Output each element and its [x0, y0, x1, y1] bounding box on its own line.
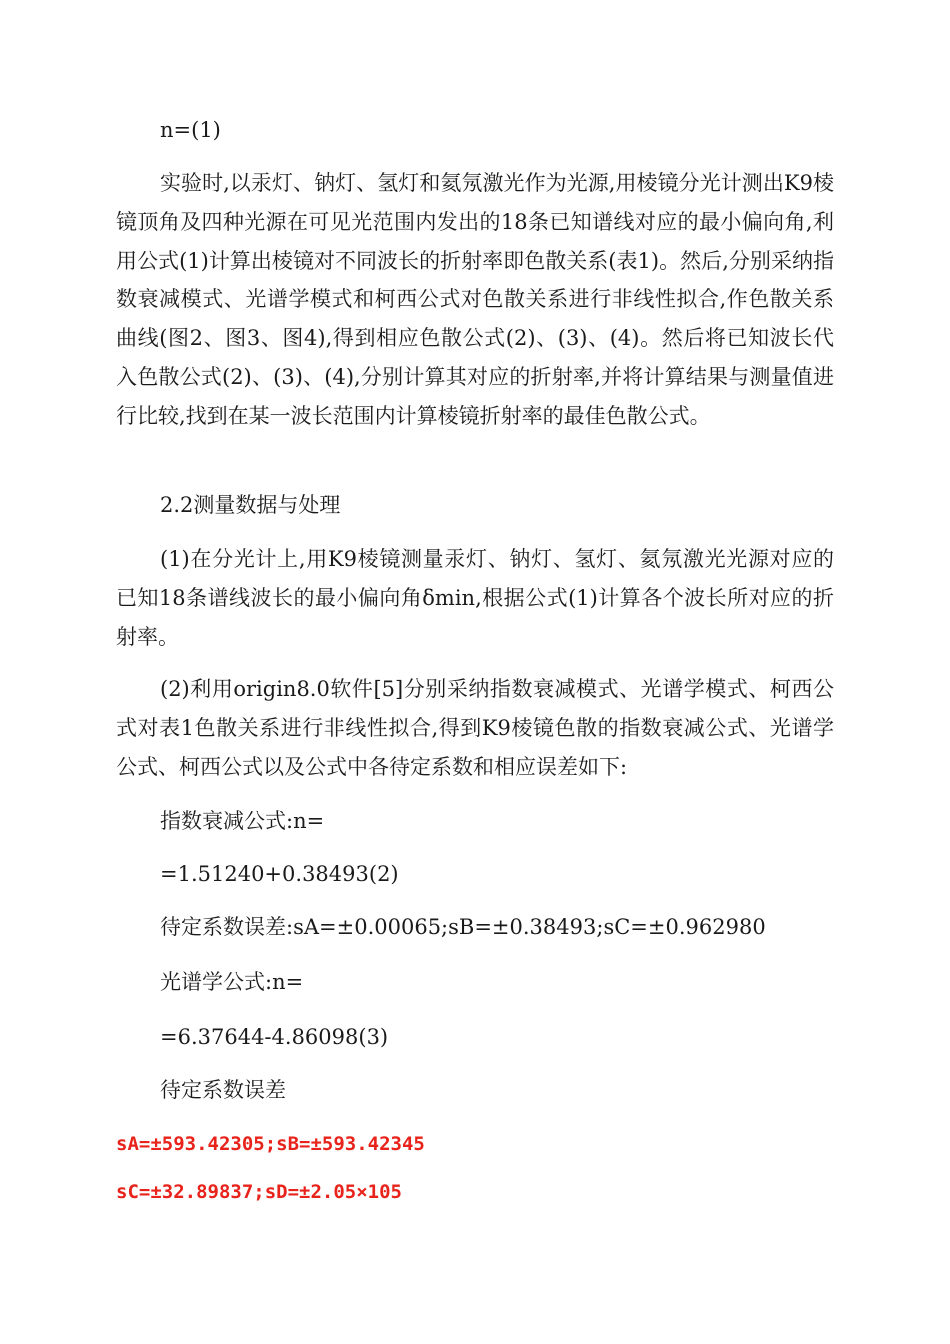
- paragraph-measurement: (1)在分光计上,用K9棱镜测量汞灯、钠灯、氢灯、氦氖激光光源对应的已知18条谱线波长的最小偏向角δmin,根据公式(1)计算各个波长所对应的折射率。: [116, 547, 834, 649]
- spec-formula-value: =6.37644-4.86098(3): [160, 1025, 389, 1049]
- section-heading: 2.2测量数据与处理: [160, 493, 341, 517]
- exp-formula-value: =1.51240+0.38493(2): [160, 862, 399, 886]
- spec-formula-label: 光谱学公式:n=: [160, 970, 304, 994]
- equation-1-line: n=(1): [160, 118, 221, 142]
- spec-errors-line-2: sC=±32.89837;sD=±2.05×105: [116, 1181, 402, 1203]
- spec-errors-line-1: sA=±593.42305;sB=±593.42345: [116, 1133, 425, 1155]
- exp-coefficient-errors: 待定系数误差:sA=±0.00065;sB=±0.38493;sC=±0.962980: [160, 915, 766, 939]
- paragraph-fitting: (2)利用origin8.0软件[5]分别采纳指数衰减模式、光谱学模式、柯西公式对表1色散关系进行非线性拟合,得到K9棱镜色散的指数衰减公式、光谱学公式、柯西公式以及公式中各待定系数和相应误差如下:: [116, 677, 834, 779]
- paragraph-experiment: 实验时,以汞灯、钠灯、氢灯和氦氖激光作为光源,用棱镜分光计测出K9棱镜顶角及四种光源在可见光范围内发出的18条已知谱线对应的最小偏向角,利用公式(1)计算出棱镜对不同波长的折射率即色散关系(表1)。然后,分别采纳指数衰减模式、光谱学模式和柯西公式对色散关系进行非线性拟合,作色散关系曲线(图2、图3、图4),得到相应色散公式(2)、(3)、(4)。然后将已知波长代入色散公式(2)、(3)、(4),分别计算其对应的折射率,并将计算结果与测量值进行比较,找到在某一波长范围内计算棱镜折射率的最佳色散公式。: [116, 171, 834, 428]
- exp-formula-label: 指数衰减公式:n=: [160, 809, 325, 833]
- spec-errors-label: 待定系数误差: [160, 1078, 286, 1102]
